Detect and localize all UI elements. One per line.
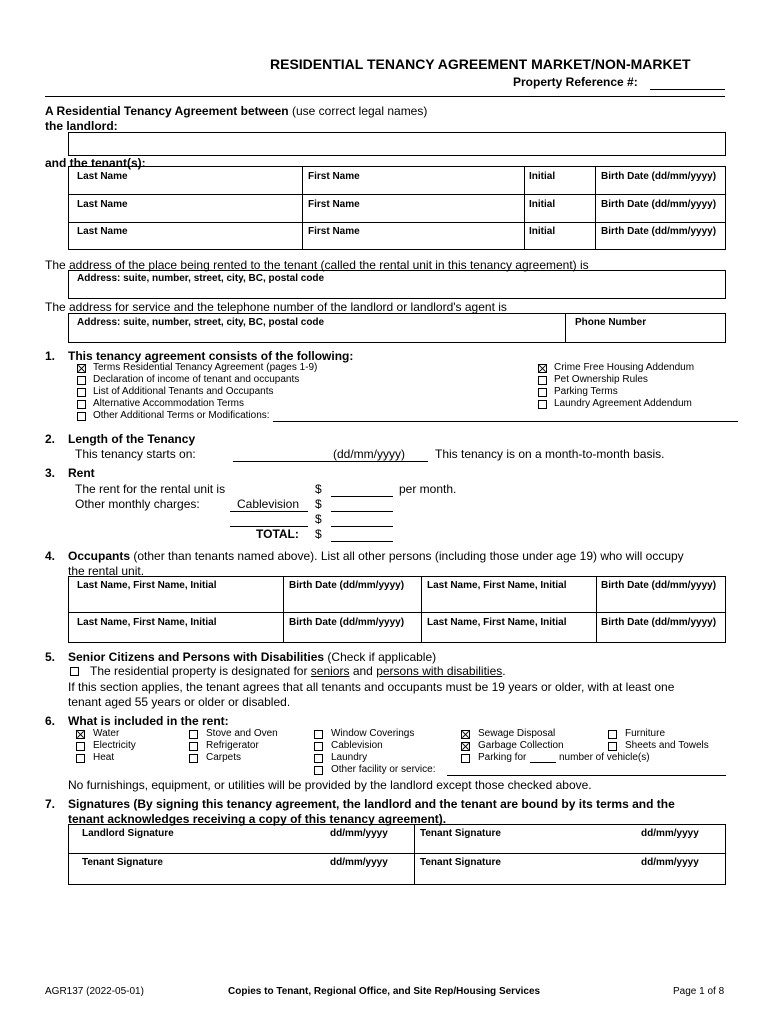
parties-intro-note: (use correct legal names) <box>291 104 428 118</box>
tenant-initial-label[interactable]: Initial <box>529 199 556 210</box>
tenants-col-divider <box>524 166 525 250</box>
section6-note: No furnishings, equipment, or utilities will be provided by the landlord except those checked above. <box>68 778 592 792</box>
occupants-col-divider <box>283 576 284 643</box>
sewage-disposal-checkbox[interactable] <box>461 730 470 739</box>
section7-title-continued: tenant acknowledges receiving a copy of this tenancy agreement). <box>68 812 447 826</box>
sewage-disposal-label: Sewage Disposal <box>478 728 556 739</box>
declaration-income-label: Declaration of income of tenant and occupants <box>93 374 300 385</box>
section6-number: 6. <box>45 714 56 728</box>
water-label: Water <box>93 728 120 739</box>
rent-amount-field[interactable] <box>331 496 393 497</box>
tenants-label: and the tenant(s): <box>45 156 146 170</box>
total-currency: $ <box>315 527 322 541</box>
tenant-signature-date[interactable]: dd/mm/yyyy <box>641 828 699 839</box>
parking-label: Parking for <box>478 752 527 763</box>
laundry-addendum-label: Laundry Agreement Addendum <box>554 398 692 409</box>
section7-title: Signatures (By signing this tenancy agreement, the landlord and the tenant are bound by its terms and the <box>68 797 675 811</box>
rent-currency: $ <box>315 482 322 496</box>
tenants-col-divider <box>302 166 303 250</box>
alternative-accommodation-checkbox[interactable] <box>77 400 86 409</box>
other-terms-field[interactable] <box>273 421 738 422</box>
section5-applies-line1: If this section applies, the tenant agrees that all tenants and occupants must be 19 years or older, with at least one <box>68 680 675 694</box>
heat-checkbox[interactable] <box>76 754 85 763</box>
crime-free-checkbox[interactable] <box>538 364 547 373</box>
section5-heading <box>68 650 436 664</box>
senior-designation-pre: The residential property is designated for <box>90 664 308 678</box>
other-charges-label: Other monthly charges: <box>75 497 200 511</box>
form-id: AGR137 (2022-05-01) <box>45 986 144 997</box>
phone-number-label[interactable]: Phone Number <box>575 317 647 328</box>
section5-number: 5. <box>45 650 56 664</box>
charge-name-line <box>230 511 308 512</box>
disabilities-text: persons with disabilities <box>376 664 503 678</box>
alternative-accommodation-label: Alternative Accommodation Terms <box>93 398 244 409</box>
occupant-birth-label[interactable]: Birth Date (dd/mm/yyyy) <box>601 580 717 591</box>
senior-designation-text <box>90 664 506 678</box>
other-facility-field[interactable] <box>447 775 726 776</box>
tenant-birth-date-label[interactable]: Birth Date (dd/mm/yyyy) <box>601 199 717 210</box>
tenant-signature-field[interactable]: Tenant Signature <box>420 828 501 839</box>
phone-divider <box>565 313 566 343</box>
furniture-label: Furniture <box>625 728 666 739</box>
section4-note-continued: the rental unit. <box>68 564 145 578</box>
tenancy-start-label: This tenancy starts on: <box>75 447 196 461</box>
property-reference-label: Property Reference #: <box>513 75 638 89</box>
window-coverings-checkbox[interactable] <box>314 730 323 739</box>
parking-checkbox[interactable] <box>461 754 470 763</box>
rental-address-intro: The address of the place being rented to the tenant (called the rental unit in this tenancy agreement) is <box>45 258 589 272</box>
cablevision-checkbox[interactable] <box>314 742 323 751</box>
sheets-towels-checkbox[interactable] <box>608 742 617 751</box>
occupant-name-label[interactable]: Last Name, First Name, Initial <box>77 580 217 591</box>
occupant-birth-label[interactable]: Birth Date (dd/mm/yyyy) <box>601 617 717 628</box>
tenant-birth-date-label[interactable]: Birth Date (dd/mm/yyyy) <box>601 171 717 182</box>
refrigerator-label: Refrigerator <box>206 740 259 751</box>
header-divider <box>45 96 725 97</box>
parking-vehicles-field[interactable] <box>530 762 556 763</box>
terms-checkbox[interactable] <box>77 364 86 373</box>
laundry-label: Laundry <box>331 752 368 763</box>
section2-number: 2. <box>45 432 56 446</box>
carpets-checkbox[interactable] <box>189 754 198 763</box>
laundry-checkbox[interactable] <box>314 754 323 763</box>
signatures-row-divider <box>68 853 726 854</box>
section4-title: Occupants <box>68 549 131 563</box>
occupants-col-divider <box>421 576 422 643</box>
section1-title: This tenancy agreement consists of the following: <box>68 349 354 363</box>
footer-copies: Copies to Tenant, Regional Office, and Site Rep/Housing Services <box>228 986 541 997</box>
charge-amount-field[interactable] <box>331 511 393 512</box>
seniors-text: seniors <box>310 664 350 678</box>
occupant-birth-label[interactable]: Birth Date (dd/mm/yyyy) <box>289 617 405 628</box>
heat-label: Heat <box>93 752 115 763</box>
occupant-birth-label[interactable]: Birth Date (dd/mm/yyyy) <box>289 580 405 591</box>
tenant-signature-date[interactable]: dd/mm/yyyy <box>330 857 388 868</box>
parking-terms-checkbox[interactable] <box>538 388 547 397</box>
refrigerator-checkbox[interactable] <box>189 742 198 751</box>
occupants-row-divider <box>68 612 726 613</box>
service-address-label: Address: suite, number, street, city, BC, postal code <box>77 317 325 328</box>
declaration-income-checkbox[interactable] <box>77 376 86 385</box>
stove-oven-checkbox[interactable] <box>189 730 198 739</box>
landlord-signature-field[interactable]: Landlord Signature <box>82 828 174 839</box>
tenant-last-name-label[interactable]: Last Name <box>77 226 128 237</box>
charge-currency: $ <box>315 497 322 511</box>
tenancy-start-date-format: (dd/mm/yyyy) <box>333 447 405 461</box>
furniture-checkbox[interactable] <box>608 730 617 739</box>
tenant-initial-label[interactable]: Initial <box>529 226 556 237</box>
tenant-signature-field[interactable]: Tenant Signature <box>420 857 501 868</box>
terms-label: Terms Residential Tenancy Agreement (pages 1-9) <box>93 362 318 373</box>
section5-title: Senior Citizens and Persons with Disabilities <box>68 650 325 664</box>
parking-suffix: number of vehicle(s) <box>559 752 650 763</box>
period-text: . <box>502 664 506 678</box>
section5-note: (Check if applicable) <box>327 650 437 664</box>
carpets-label: Carpets <box>206 752 242 763</box>
section7-number: 7. <box>45 797 56 811</box>
section4-note: (other than tenants named above). List all other persons (including those under age 19) who will occupy <box>133 549 684 563</box>
water-checkbox[interactable] <box>76 730 85 739</box>
section2-title: Length of the Tenancy <box>68 432 196 446</box>
pet-rules-label: Pet Ownership Rules <box>554 374 648 385</box>
section5-applies-line2: tenant aged 55 years or older or disabled. <box>68 695 291 709</box>
section3-title: Rent <box>68 466 95 480</box>
electricity-label: Electricity <box>93 740 136 751</box>
cablevision-charge-name[interactable]: Cablevision <box>237 497 300 511</box>
other-facility-label: Other facility or service: <box>331 764 436 775</box>
electricity-checkbox[interactable] <box>76 742 85 751</box>
tenant-signature-date[interactable]: dd/mm/yyyy <box>641 857 699 868</box>
occupants-col-divider <box>596 576 597 643</box>
parties-intro <box>45 104 427 118</box>
tenants-col-divider <box>595 166 596 250</box>
tenants-row-divider <box>68 194 726 195</box>
sheets-towels-label: Sheets and Towels <box>625 740 709 751</box>
page-number: Page 1 of 8 <box>673 986 725 997</box>
tenants-row-divider <box>68 222 726 223</box>
tenant-last-name-label[interactable]: Last Name <box>77 199 128 210</box>
other-facility-checkbox[interactable] <box>314 766 323 775</box>
and-text: and <box>352 664 373 678</box>
tenant-first-name-label[interactable]: First Name <box>308 171 360 182</box>
garbage-collection-checkbox[interactable] <box>461 742 470 751</box>
additional-tenants-label: List of Additional Tenants and Occupants <box>93 386 274 397</box>
crime-free-label: Crime Free Housing Addendum <box>554 362 695 373</box>
tenant-birth-date-label[interactable]: Birth Date (dd/mm/yyyy) <box>601 226 717 237</box>
service-address-intro: The address for service and the telephone number of the landlord or landlord's agent is <box>45 300 507 314</box>
garbage-collection-label: Garbage Collection <box>478 740 564 751</box>
rent-label: The rent for the rental unit is <box>75 482 226 496</box>
additional-tenants-checkbox[interactable] <box>77 388 86 397</box>
section6-title: What is included in the rent: <box>68 714 229 728</box>
section1-number: 1. <box>45 349 56 363</box>
occupant-name-label[interactable]: Last Name, First Name, Initial <box>427 580 567 591</box>
second-charge-amount-field[interactable] <box>331 526 393 527</box>
signatures-col-divider <box>414 824 415 885</box>
landlord-name-field[interactable] <box>68 132 726 156</box>
senior-designation-checkbox[interactable] <box>70 667 79 676</box>
landlord-signature-date[interactable]: dd/mm/yyyy <box>330 828 388 839</box>
per-month-text: per month. <box>399 482 457 496</box>
stove-oven-label: Stove and Oven <box>206 728 278 739</box>
tenant-last-name-label[interactable]: Last Name <box>77 171 128 182</box>
property-reference-field[interactable] <box>650 89 725 90</box>
tenant-first-name-label[interactable]: First Name <box>308 199 360 210</box>
total-label: TOTAL: <box>256 527 299 541</box>
second-charge-currency: $ <box>315 512 322 526</box>
section4-heading <box>68 549 684 563</box>
occupant-name-label[interactable]: Last Name, First Name, Initial <box>77 617 217 628</box>
pet-rules-checkbox[interactable] <box>538 376 547 385</box>
parties-intro-bold: A Residential Tenancy Agreement between <box>45 104 289 118</box>
other-terms-checkbox[interactable] <box>77 412 86 421</box>
rental-address-label: Address: suite, number, street, city, BC, postal code <box>77 273 325 284</box>
tenant-first-name-label[interactable]: First Name <box>308 226 360 237</box>
laundry-addendum-checkbox[interactable] <box>538 400 547 409</box>
other-terms-label: Other Additional Terms or Modifications: <box>93 410 270 421</box>
total-amount-field[interactable] <box>331 541 393 542</box>
section4-number: 4. <box>45 549 56 563</box>
section3-number: 3. <box>45 466 56 480</box>
document-title: RESIDENTIAL TENANCY AGREEMENT MARKET/NON-MARKET <box>270 56 691 72</box>
cablevision-label: Cablevision <box>331 740 383 751</box>
tenant-signature-field[interactable]: Tenant Signature <box>82 857 163 868</box>
tenancy-start-date-field[interactable] <box>233 461 428 462</box>
window-coverings-label: Window Coverings <box>331 728 415 739</box>
occupant-name-label[interactable]: Last Name, First Name, Initial <box>427 617 567 628</box>
parking-terms-label: Parking Terms <box>554 386 618 397</box>
landlord-label: the landlord: <box>45 119 118 133</box>
month-to-month-text: This tenancy is on a month-to-month basis. <box>435 447 665 461</box>
tenant-initial-label[interactable]: Initial <box>529 171 556 182</box>
